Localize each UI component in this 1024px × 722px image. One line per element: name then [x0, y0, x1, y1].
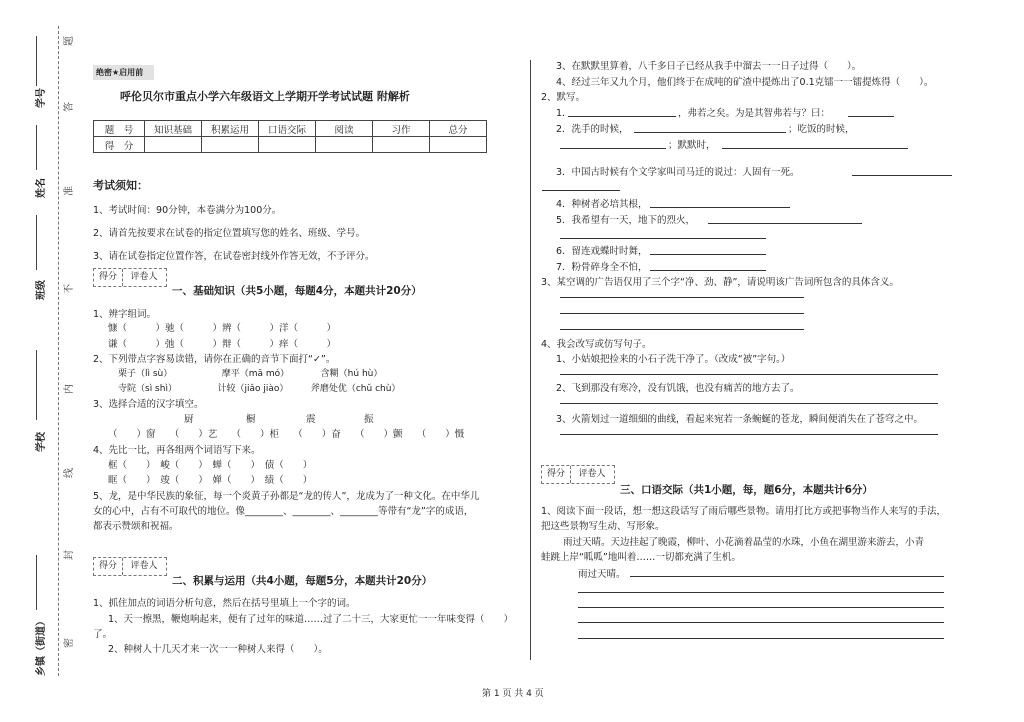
- page-title: 呼伦贝尔市重点小学六年级语文上学期开学考试试题 附解析: [120, 90, 410, 103]
- seal-char: 准: [64, 186, 75, 196]
- score-cell[interactable]: [259, 137, 316, 153]
- score-header: 知识基础: [145, 121, 202, 137]
- answer-blank[interactable]: [650, 254, 766, 255]
- s1-q5-line3: 都表示赞颂和祝福。: [93, 521, 179, 532]
- s1-q3-char: 厨: [184, 414, 194, 425]
- score-cell[interactable]: [202, 137, 259, 153]
- s2-q1-s4: 4、经过三年又九个月，他们终于在成吨的矿渣中提炼出了0.1克镭一一镭提炼得（ ）。: [556, 77, 934, 88]
- grader-score-label: 得分: [94, 269, 123, 286]
- grader-box: [93, 557, 167, 576]
- s1-q2-row2: 寺院（sì shì） 计较（jiǎo jiào） 斧磨处优（chǔ chù）: [118, 384, 401, 394]
- s2-q2-2a: 2．洗手的时候，: [556, 124, 629, 135]
- s2-q2-6: 6．留连戏蝶时时舞，: [556, 246, 648, 257]
- score-cell[interactable]: [316, 137, 373, 153]
- s2-q2-2c: ；默默时，: [668, 140, 716, 151]
- secret-tag: 绝密★启用前: [93, 65, 154, 80]
- answer-line[interactable]: [578, 607, 944, 608]
- s1-q3: 3、选择合适的汉字填空。: [93, 399, 204, 410]
- s1-q4: 4、先比一比，再各组两个词语写下来。: [93, 445, 261, 456]
- s2-q1-s1b: 了。: [93, 629, 113, 640]
- answer-blank[interactable]: [560, 148, 666, 149]
- seal-char: 答: [64, 102, 75, 112]
- xiangzhen-blank[interactable]: [36, 555, 37, 610]
- xiangzhen-label: 乡镇（街道）: [36, 616, 47, 676]
- seal-char: 题: [64, 36, 75, 46]
- notice-item: 2、请首先按要求在试卷的指定位置填写您的姓名、班级、学号。: [93, 228, 366, 239]
- seal-char: 内: [64, 384, 75, 394]
- s1-q1: 1、辨字组词。: [93, 309, 157, 320]
- s2-q2-2b: ；吃饭的时候，: [788, 124, 855, 135]
- xuehao-blank[interactable]: [36, 36, 37, 86]
- s2-q2-1a: 1．: [556, 108, 572, 119]
- answer-line[interactable]: [560, 374, 938, 375]
- score-row-label: 得 分: [94, 137, 145, 153]
- answer-blank[interactable]: [708, 223, 862, 224]
- s2-q1-s1: 1、天一擦黑，鞭炮响起来，便有了过年的味道……过了二十三，大家更忙一一年味变得（ ）: [108, 614, 514, 625]
- s1-q5-line2: 女的心中，占有不可取代的地位。像________、________、________等带有“龙”字的成语，: [93, 506, 474, 517]
- answer-blank[interactable]: [650, 270, 766, 271]
- grader-box: [93, 268, 167, 287]
- answer-line[interactable]: [578, 638, 944, 639]
- column-divider: [530, 60, 531, 660]
- s2-q1: 1、抓住加点的词语分析句意，然后在括号里填上一个字的词。: [93, 598, 356, 609]
- answer-line[interactable]: [560, 329, 804, 330]
- notice-item: 1、考试时间：90分钟，本卷满分为100分。: [93, 205, 282, 216]
- score-header: 积累运用: [202, 121, 259, 137]
- score-header: 总分: [430, 121, 487, 137]
- section2-heading: 二、积累与运用（共4小题，每题5分，本题共计20分）: [172, 575, 433, 587]
- score-header: 口语交际: [259, 121, 316, 137]
- seal-line: [58, 26, 59, 676]
- s2-q4-2: 2、飞到那没有寒冷，没有饥饿，也没有痛苦的地方去了。: [556, 383, 800, 394]
- answer-blank[interactable]: [560, 238, 766, 239]
- s1-q1-row1: 慷（ ）驰（ ）辨（ ）洋（ ）: [108, 323, 337, 334]
- section1-heading: 一、基础知识（共5小题，每题4分，本题共计20分）: [172, 285, 422, 297]
- s2-q1-s3: 3、在默默里算着，八千多日子已经从我手中溜去一一日子过得（ ）。: [556, 61, 862, 72]
- seal-char: 密: [64, 638, 75, 648]
- grader-reviewer-label: 评卷人: [130, 561, 158, 571]
- answer-blank[interactable]: [568, 116, 676, 117]
- seal-char: 不: [64, 284, 75, 294]
- xingming-blank[interactable]: [36, 125, 37, 170]
- s3-passage-line1: 雨过天晴。天边挂起了晚霞，柳叶、小花滴着晶莹的水珠，小鱼在湖里游来游去，小青: [563, 537, 925, 548]
- score-header: 题 号: [94, 121, 145, 137]
- s1-q2-row1: 栗子（lì sù） 摩平（mā mó） 含糊（hú hù）: [118, 369, 383, 379]
- s1-q2: 2、下列带点字容易读错，请你在正确的音节下面打“✓”。: [93, 354, 336, 365]
- notice-heading: 考试须知：: [93, 179, 148, 192]
- grader-reviewer-label: 评卷人: [130, 272, 158, 282]
- answer-line[interactable]: [578, 592, 944, 593]
- s1-q3-char: 橱: [246, 414, 256, 425]
- s1-q3-char: 振: [364, 414, 374, 425]
- s2-q4: 4、我会改写或仿写句子。: [541, 339, 652, 350]
- s1-q5-line1: 5、龙，是中华民族的象征，每一个炎黄子孙都是“龙的传人”，龙成为了一种文化。在中华儿: [93, 491, 480, 502]
- answer-line[interactable]: [560, 313, 804, 314]
- answer-line[interactable]: [578, 622, 944, 623]
- s2-q2-3: 3．中国古时候有个文学家叫司马迁的说过：人固有一死。: [556, 167, 800, 178]
- score-cell[interactable]: [145, 137, 202, 153]
- answer-blank[interactable]: [722, 148, 908, 149]
- answer-line[interactable]: [560, 434, 938, 435]
- s1-q1-row2: 谦（ ）弛（ ）辩（ ）痒（ ）: [108, 339, 337, 350]
- answer-blank[interactable]: [650, 207, 790, 208]
- page-number: 第 1 页 共 4 页: [482, 689, 544, 699]
- s1-q4-row2: 眶（ ） 竣（ ） 婵（ ） 绩（ ）: [108, 475, 313, 486]
- grader-box: [541, 465, 615, 484]
- s1-q3-row: （ ）窗 （ ）艺 （ ）柜 （ ）奋 （ ）颤 （ ）慑: [108, 429, 465, 440]
- grader-score-label: 得分: [542, 466, 571, 483]
- notice-item: 3、请在试卷指定位置作答，在试卷密封线外作答无效，不予评分。: [93, 251, 375, 262]
- grader-reviewer-label: 评卷人: [578, 469, 606, 479]
- xingming-label: 姓名: [36, 178, 47, 198]
- s1-q4-row1: 框（ ） 峻（ ） 蝉（ ） 债（ ）: [108, 460, 313, 471]
- seal-char: 封: [64, 550, 75, 560]
- score-cell[interactable]: [430, 137, 487, 153]
- s3-passage-line2: 蛙跳上岸“呱呱”地叫着……一切都充满了生机。: [541, 552, 741, 563]
- s3-answer-start: 雨过天晴。: [578, 569, 626, 580]
- s2-q4-3: 3、火箭划过一道细細的曲线，看起来宛若一条蜿蜒的苍龙，瞬间便消失在了苍穹之中。: [556, 414, 924, 425]
- answer-line[interactable]: [560, 297, 804, 298]
- grader-score-label: 得分: [94, 558, 123, 575]
- score-header: 阅读: [316, 121, 373, 137]
- banji-blank[interactable]: [36, 215, 37, 270]
- s3-q1-line2: 把这些景物写生动、写形象。: [541, 521, 665, 532]
- s1-q3-char: 震: [306, 414, 316, 425]
- s2-q4-1: 1、小姑娘把捡来的小石子洗干净了。（改成“被”字句。）: [556, 354, 791, 365]
- s2-q2: 2、默写。: [541, 92, 586, 103]
- score-table: [93, 120, 487, 153]
- answer-line[interactable]: [630, 576, 944, 577]
- answer-blank[interactable]: [634, 132, 786, 133]
- answer-line[interactable]: [560, 403, 938, 404]
- s2-q2-7: 7．粉骨碎身全不怕，: [556, 262, 648, 273]
- xuehao-label: 学号: [36, 88, 47, 108]
- seal-char: 线: [64, 468, 75, 478]
- xuexiao-blank[interactable]: [36, 350, 37, 420]
- s2-q3: 3、某空调的广告语仅用了三个字“净、劲、静”，请说明该广告词所包含的具体含义。: [541, 277, 899, 288]
- answer-blank[interactable]: [848, 116, 894, 117]
- s3-q1-line1: 1、阅读下面一段话，想一想这段话写了雨后哪些景物。请用打比方或把事物当作人来写的手法，: [541, 506, 947, 517]
- score-cell[interactable]: [373, 137, 430, 153]
- s2-q2-4: 4．种树者必培其根，: [556, 199, 648, 210]
- section3-heading: 三、口语交际（共1小题，每，题6分，本题共计6分）: [620, 484, 873, 496]
- score-header: 习作: [373, 121, 430, 137]
- answer-blank[interactable]: [852, 175, 952, 176]
- answer-blank[interactable]: [542, 190, 620, 191]
- s2-q1-s2: 2、种树人十几天才来一次一一种树人来得（ ）。: [108, 644, 328, 655]
- xuexiao-label: 学校: [36, 432, 47, 452]
- banji-label: 班级: [36, 280, 47, 300]
- s2-q2-5: 5．我希望有一天，地下的烈火，: [556, 215, 696, 226]
- s2-q2-1b: ，弗若之矣。为是其智弗若与？曰：: [678, 108, 831, 119]
